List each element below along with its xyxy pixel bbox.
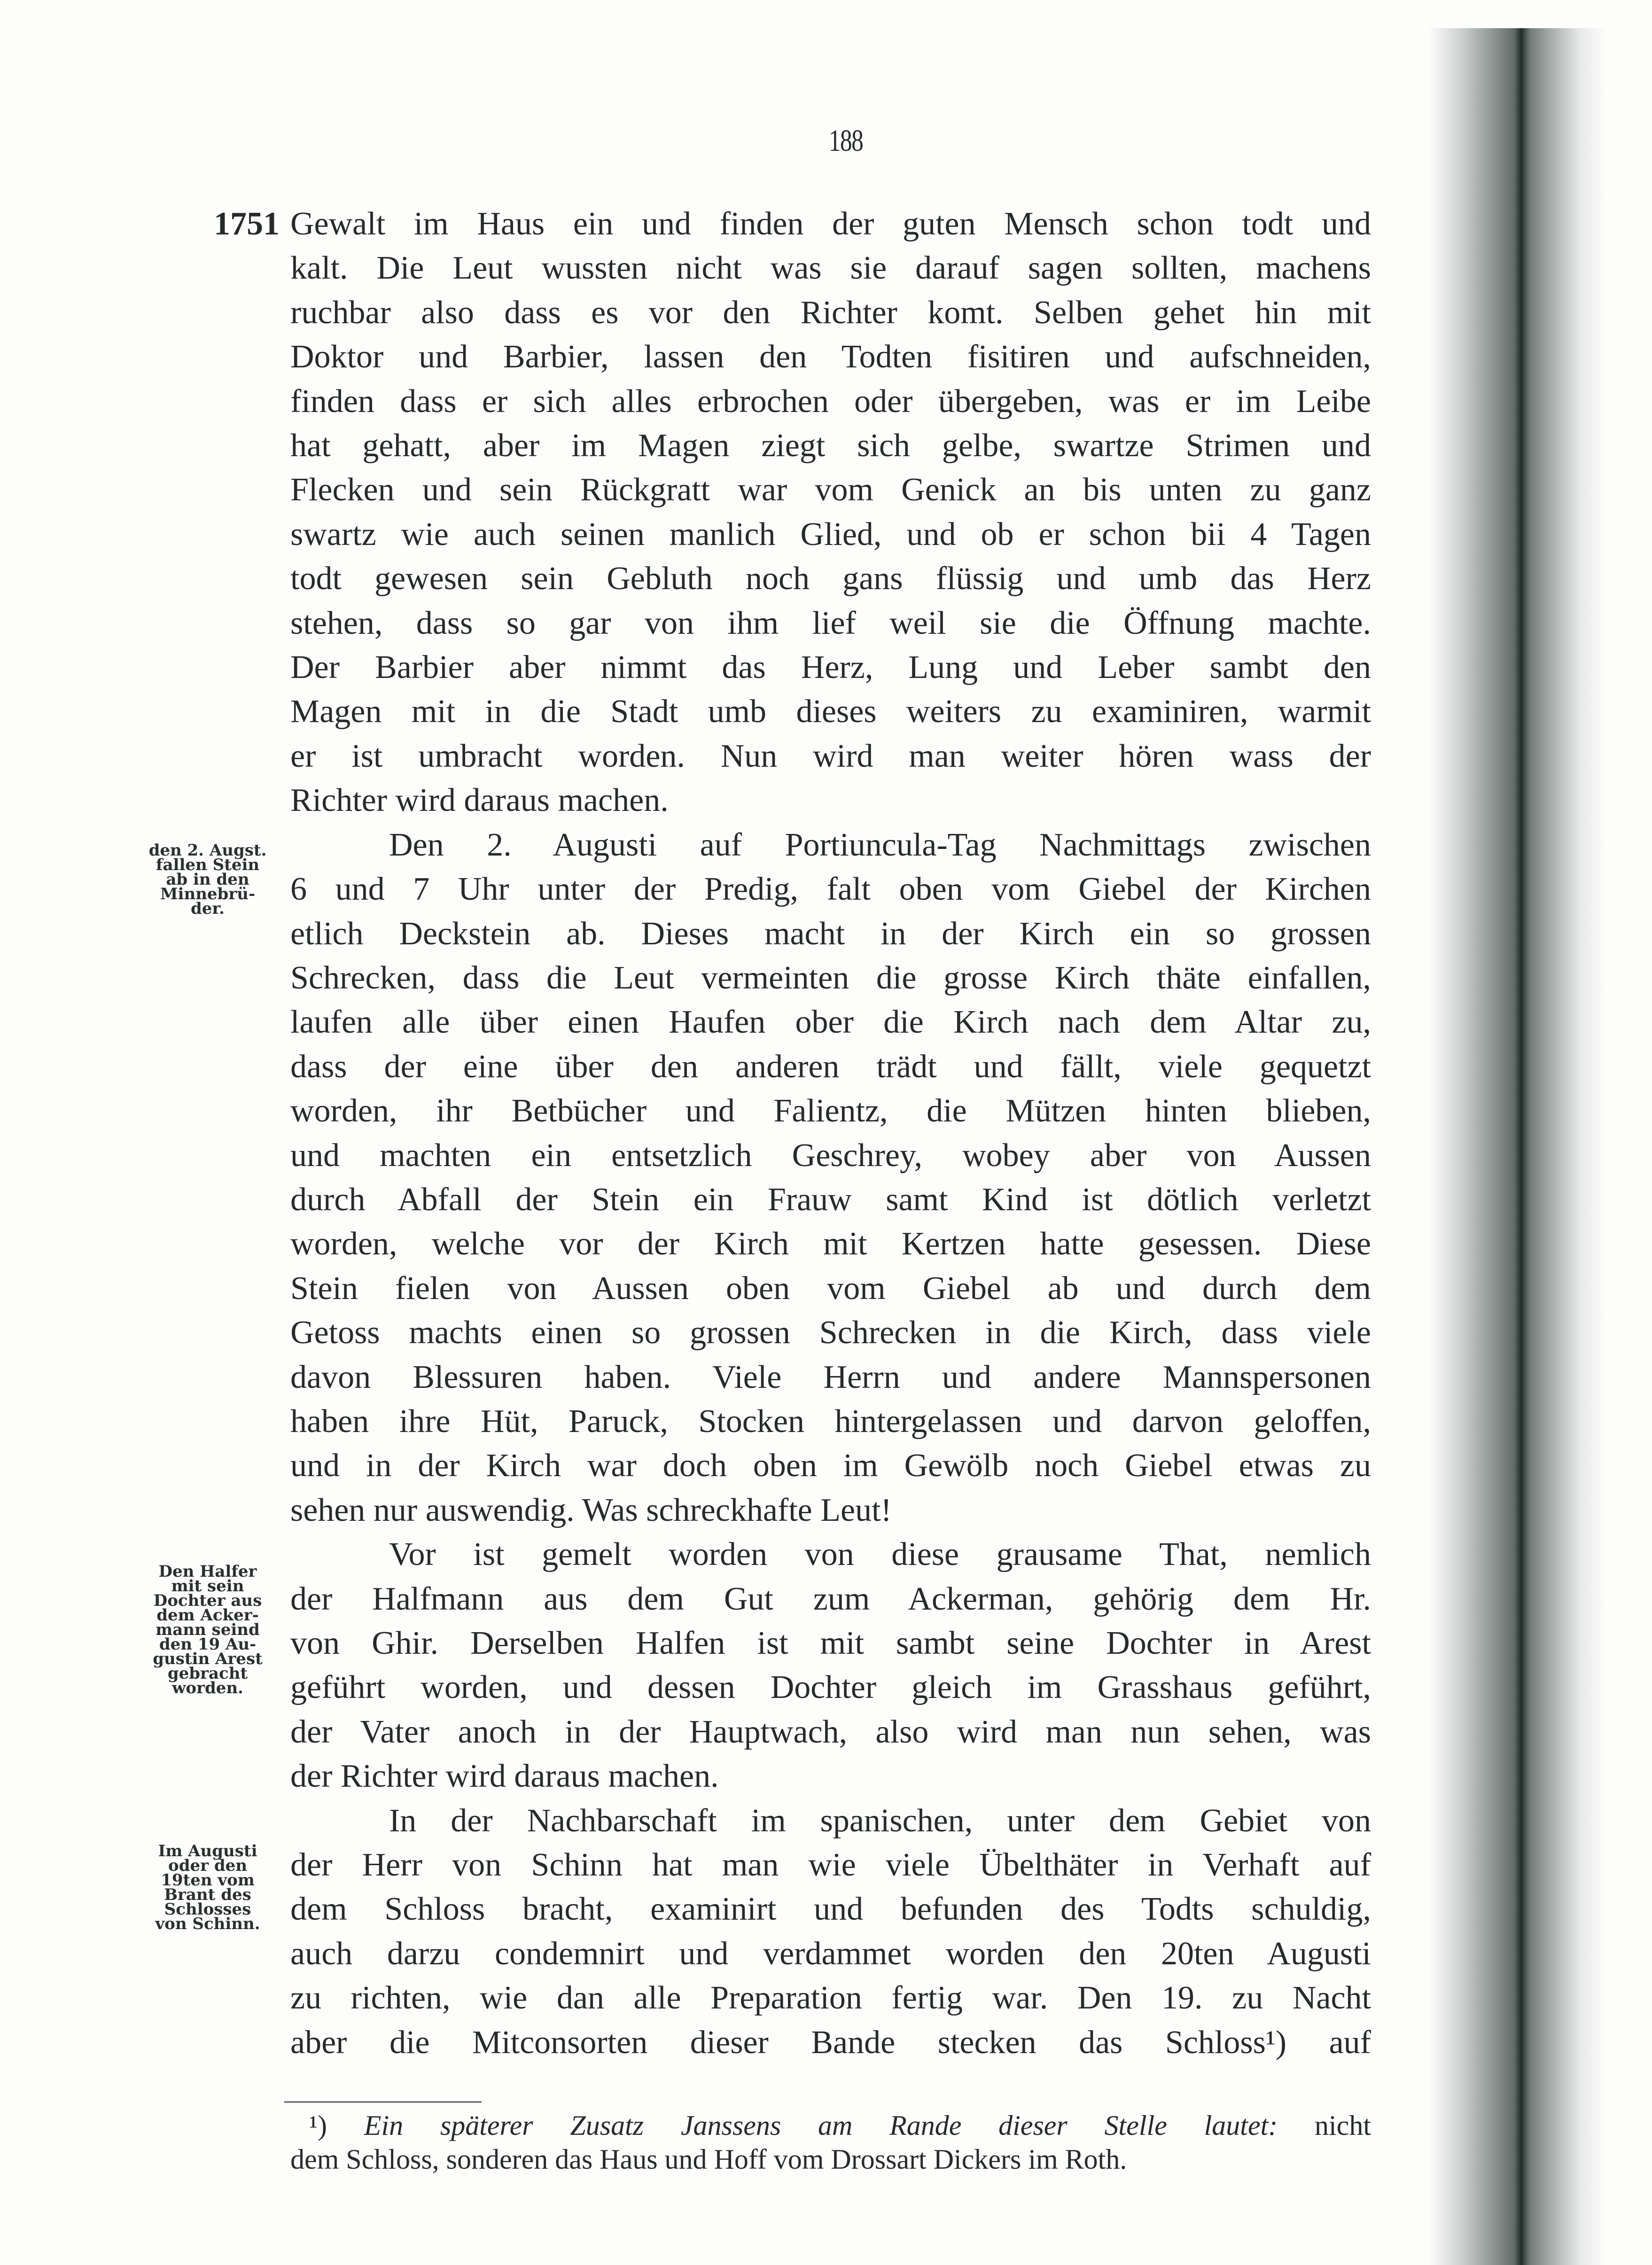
text-line: er ist umbracht worden. Nun wird man weiter hören wass der	[290, 738, 1371, 774]
text-line: der Halfmann aus dem Gut zum Ackerman, gehörig dem Hr.	[290, 1580, 1371, 1617]
footnote-line-1	[290, 2109, 1371, 2142]
margin-note-line: von Schinn.	[155, 1915, 260, 1933]
paragraph-3	[290, 1533, 1371, 1798]
footnote-divider	[284, 2101, 482, 2103]
margin-note-line: den 2. Augst.	[148, 841, 267, 860]
text-line: kalt. Die Leut wussten nicht was sie darauf sagen sollten, machens	[290, 250, 1371, 287]
text-line: davon Blessuren haben. Viele Herrn und andere Mannspersonen	[290, 1359, 1371, 1395]
margin-note-line: worden.	[172, 1679, 243, 1697]
text-line: von Ghir. Derselben Halfen ist mit sambt seine Dochter in Arest	[290, 1625, 1371, 1661]
text-line: der Vater anoch in der Hauptwach, also wird man nun sehen, was	[290, 1713, 1371, 1750]
margin-note-halfer-arrest	[123, 1564, 292, 1696]
margin-note-line: den 19 Au-	[159, 1635, 257, 1654]
margin-note-line: der.	[190, 899, 225, 918]
text-line: zu richten, wie dan alle Preparation fertig war. Den 19. zu Nacht	[290, 1980, 1371, 2016]
text-line: Schrecken, dass die Leut vermeinten die grosse Kirch thäte einfallen,	[290, 959, 1371, 996]
text-line: todt gewesen sein Gebluth noch gans flüssig und umb das Herz	[290, 560, 1371, 597]
paragraph-4	[290, 1799, 1371, 2065]
margin-note-line: Dochter aus	[153, 1591, 262, 1610]
margin-note-stones-fall	[123, 843, 292, 916]
text-line: auch darzu condemnirt und verdammet worden den 20ten Augusti	[290, 1935, 1371, 1972]
text-line: Doktor und Barbier, lassen den Todten fisitiren und aufschneiden,	[290, 339, 1371, 375]
text-line: Flecken und sein Rückgratt war vom Genick an bis unten zu ganz	[290, 472, 1371, 508]
text-line: der Herr von Schinn hat man wie viele Übelthäter in Verhaft auf	[290, 1847, 1371, 1884]
margin-note-line: gebracht	[167, 1664, 248, 1683]
text-line: aber die Mitconsorten dieser Bande stecken das Schloss¹) auf	[290, 2024, 1371, 2061]
footnote-line1-rest: nicht	[1315, 2110, 1371, 2141]
margin-note-line: Schlosses	[164, 1900, 251, 1919]
text-line: der Richter wird daraus machen.	[290, 1758, 719, 1795]
text-line: laufen alle über einen Haufen ober die Kirch nach dem Altar zu,	[290, 1004, 1371, 1041]
text-line: ruchbar also dass es vor den Richter komt. Selben gehet hin mit	[290, 294, 1371, 331]
footnote-italic-text: Ein späterer Zusatz Janssens am Rande dieser Stelle lautet:	[364, 2110, 1278, 2141]
margin-note-line: 19ten vom	[161, 1871, 255, 1890]
text-line: Magen mit in die Stadt umb dieses weiters zu examiniren, warmit	[290, 693, 1371, 730]
text-line: worden, welche vor der Kirch mit Kertzen hatte gesessen. Diese	[290, 1226, 1371, 1262]
text-line: Getoss machts einen so grossen Schrecken in die Kirch, dass viele	[290, 1315, 1371, 1351]
text-line: dass der eine über den anderen trädt und fällt, viele gequetzt	[290, 1048, 1371, 1085]
text-line: geführt worden, und dessen Dochter gleich im Grasshaus geführt,	[290, 1669, 1371, 1706]
text-line: 6 und 7 Uhr unter der Predig, falt oben vom Giebel der Kirchen	[290, 871, 1371, 908]
text-line: worden, ihr Betbücher und Falientz, die Mützen hinten blieben,	[290, 1093, 1371, 1129]
text-line: finden dass er sich alles erbrochen oder übergeben, was er im Leibe	[290, 383, 1371, 420]
margin-note-line: Brant des	[164, 1885, 251, 1904]
text-line: swartz wie auch seinen manlich Glied, und ob er schon bii 4 Tagen	[290, 516, 1371, 553]
text-line: dem Schloss bracht, examinirt und befunden des Todts schuldig,	[290, 1891, 1371, 1928]
margin-note-line: ab in den	[166, 870, 249, 889]
text-line: Gewalt im Haus ein und finden der guten Mensch schon todt und	[290, 206, 1371, 242]
margin-note-line: mit sein	[171, 1577, 244, 1596]
margin-note-line: mann seind	[156, 1620, 260, 1639]
text-line: Der Barbier aber nimmt das Herz, Lung und Leber sambt den	[290, 649, 1371, 686]
text-line: sehen nur auswendig. Was schreckhafte Leut!	[290, 1492, 892, 1528]
text-line: hat gehatt, aber im Magen ziegt sich gelbe, swartze Strimen und	[290, 428, 1371, 464]
text-line: Richter wird daraus machen.	[290, 782, 669, 819]
text-line: und in der Kirch war doch oben im Gewölb noch Giebel etwas zu	[290, 1448, 1371, 1484]
margin-note-line: Im Augusti	[158, 1842, 257, 1860]
text-line: und machten ein entsetzlich Geschrey, wobey aber von Aussen	[290, 1137, 1371, 1174]
margin-note-line: fallen Stein	[156, 856, 260, 874]
paragraph-1	[290, 202, 1371, 823]
footnote	[290, 2109, 1371, 2176]
margin-note-line: Minnebrü-	[160, 885, 256, 903]
footnote-marker: ¹)	[309, 2110, 327, 2141]
paragraph-2	[290, 823, 1371, 1533]
margin-note-line: gustin Arest	[153, 1650, 263, 1668]
text-line: stehen, dass so gar von ihm lief weil sie die Öffnung machte.	[290, 605, 1371, 641]
text-line: In der Nachbarschaft im spanischen, unter dem Gebiet von	[389, 1802, 1371, 1839]
year-marker: 1751	[214, 206, 280, 242]
text-line: etlich Deckstein ab. Dieses macht in der Kirch ein so grossen	[290, 915, 1371, 952]
footnote-line-2: dem Schloss, sonderen das Haus und Hoff vom Drossart Dickers im Roth.	[290, 2144, 1127, 2175]
text-line: durch Abfall der Stein ein Frauw samt Kind ist dötlich verletzt	[290, 1181, 1371, 1218]
book-gutter-shadow	[1428, 28, 1607, 2265]
text-line: Stein fielen von Aussen oben vom Giebel ab und durch dem	[290, 1270, 1371, 1307]
margin-note-line: dem Acker-	[156, 1606, 259, 1625]
page-number: 188	[828, 124, 863, 158]
margin-note-line: Den Halfer	[158, 1562, 257, 1581]
margin-note-line: oder den	[168, 1856, 247, 1875]
margin-note-schinn-fire	[123, 1844, 292, 1931]
body-text	[290, 202, 1371, 2065]
text-line: haben ihre Hüt, Paruck, Stocken hintergelassen und darvon geloffen,	[290, 1403, 1371, 1440]
text-line: Vor ist gemelt worden von diese grausame That, nemlich	[389, 1536, 1371, 1573]
text-line: Den 2. Augusti auf Portiuncula-Tag Nachmittags zwischen	[389, 826, 1371, 863]
